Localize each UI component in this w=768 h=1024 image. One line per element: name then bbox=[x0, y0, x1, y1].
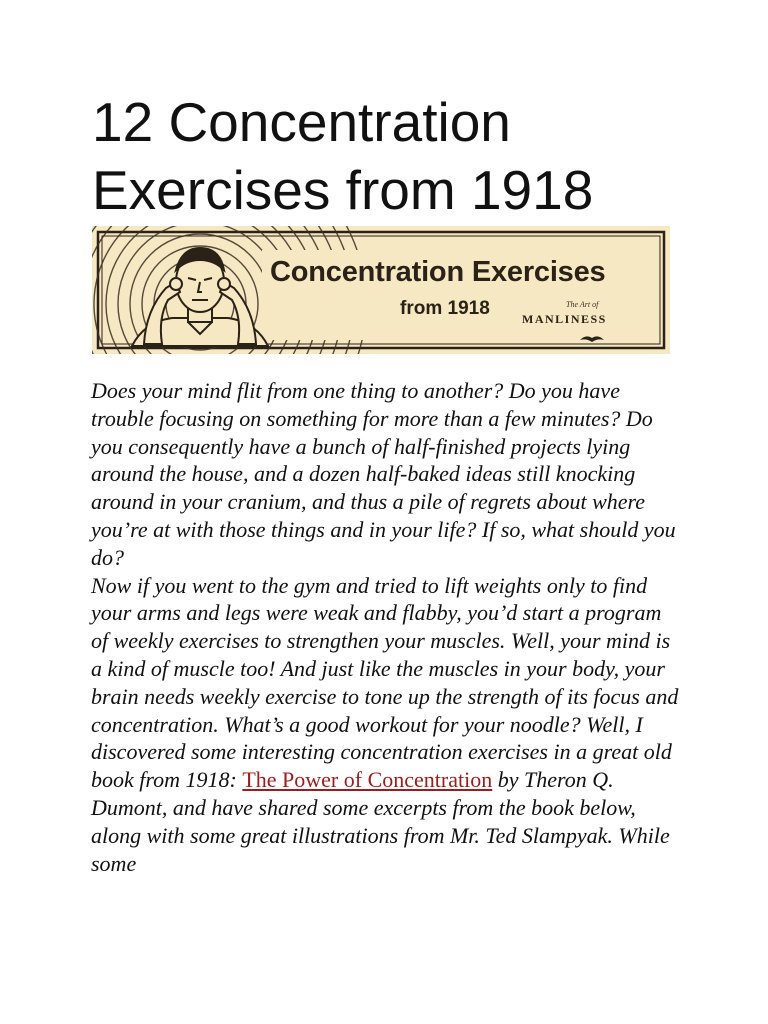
logo-main-text: MANLINESS bbox=[522, 312, 607, 326]
manliness-logo bbox=[520, 300, 650, 336]
banner-illustration bbox=[92, 226, 670, 354]
page-title: 12 Concentration Exercises from 1918 bbox=[92, 91, 594, 221]
paragraph-intro: Does your mind flit from one thing to another? Do you have trouble focusing on something for more than a few minutes? Do you consequently have a bunch of half-finished projects lying around the house, and a dozen half-baked ideas still knocking around in your cranium, and thus a pile of regrets about where you’re at with those things and in your life? If so, what should you do? bbox=[91, 378, 676, 570]
book-link[interactable]: The Power of Concentration bbox=[242, 767, 493, 793]
paragraph-gym bbox=[91, 572, 681, 878]
article-body bbox=[91, 377, 681, 877]
banner-heading: Concentration Exercises bbox=[270, 256, 606, 288]
paragraph-gym-text: Now if you went to the gym and tried to lift weights only to find your arms and legs were weak and flabby, you’d start a program of weekly exercises to strengthen your muscles. Well, your mind is a kind of muscle too! And just like the muscles in your body, your brain needs weekly exercise to tone up the strength of its focus and concentration. What’s a good workout for your noodle? Well, I discovered some interesting concentration exercises in a great old book from 1918: bbox=[91, 572, 679, 793]
paragraph-gym-continued: by Theron Q. Dumont, and have shared some excerpts from the book below, along with some great illustrations from Mr. Ted Slampyak. While some bbox=[91, 767, 670, 876]
banner-subheading: from 1918 bbox=[400, 298, 490, 319]
thinking-man-icon bbox=[132, 248, 268, 346]
logo-small-text: The Art of bbox=[566, 300, 599, 309]
